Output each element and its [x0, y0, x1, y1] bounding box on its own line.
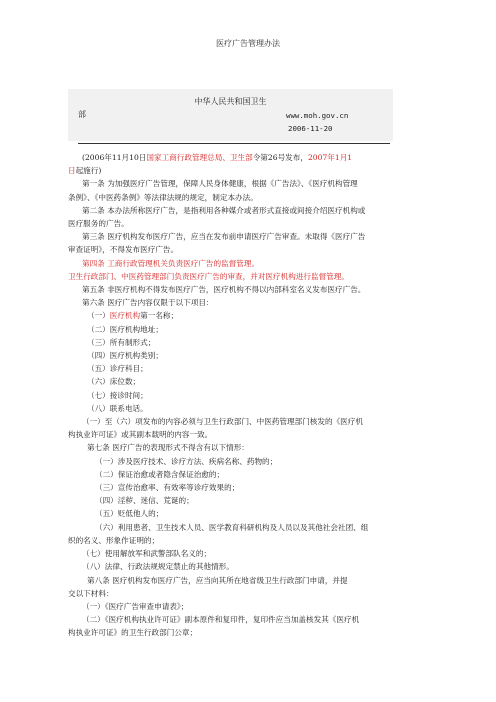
- article-6-item-8: （八）联系电话。: [87, 403, 148, 413]
- article-6-item-3: （三）所有制形式；: [87, 337, 156, 347]
- promulgation-order: 令第26号发布，: [252, 153, 308, 162]
- article-7-item-3: （三）宣传治愈率、有效率等诊疗效果的；: [95, 483, 240, 493]
- article-8-item-2: （二）《医疗机构执业许可证》副本原件和复印件，复印件应当加盖核发其《医疗机: [82, 615, 360, 625]
- link-medical-institution[interactable]: 医疗机构: [109, 311, 141, 321]
- promulgation-line-cont: [68, 164, 438, 177]
- article-6: 第六条 医疗广告内容仅限于以下项目：: [82, 298, 214, 308]
- item-1-text: 第一名称；: [140, 311, 179, 321]
- article-8: 第八条 医疗机构发布医疗广告，应当向其所在地省级卫生行政部门申请，并提: [87, 575, 348, 585]
- promulgation-line: [68, 151, 438, 164]
- article-3-cont: 审查证明》，不得发布医疗广告。: [68, 245, 179, 255]
- article-7-item-4: （四）淫秽、迷信、荒诞的；: [95, 496, 194, 506]
- issue-date: 2006-11-20: [288, 124, 333, 133]
- article-1: 第一条 为加强医疗广告管理，保障人民身体健康，根据《广告法》、《医疗机构管理: [82, 179, 358, 189]
- article-7-item-2: （二）保证治愈或者隐含保证治愈的；: [95, 469, 225, 479]
- article-7: 第七条 医疗广告的表现形式不得含有以下情形：: [87, 443, 249, 453]
- article-2-cont: 医疗服务的广告。: [68, 219, 129, 229]
- article-6-item-1: [68, 309, 438, 322]
- article-7-item-7: （七）使用解放军和武警部队名义的；: [82, 549, 212, 559]
- article-8-item-2-cont: 构执业许可证》的卫生行政部门公章；: [68, 628, 198, 638]
- issuer-name: 中华人民共和国卫生: [194, 97, 267, 106]
- article-6-item-7: （七）接诊时间；: [87, 390, 148, 400]
- article-6-note: （一）至（六）项发布的内容必须与卫生行政部门、中医药管理部门核发的《医疗机: [82, 417, 363, 427]
- article-7-item-5: （五）贬低他人的；: [95, 509, 164, 519]
- article-2: 第二条 本办法所称医疗广告，是指利用各种媒介或者形式直接或间接介绍医疗机构或: [82, 205, 366, 215]
- article-5: 第五条 非医疗机构不得发布医疗广告，医疗机构不得以内部科室名义发布医疗广告。: [82, 285, 366, 295]
- link-article-4-cont[interactable]: 卫生行政部门、中医药管理部门负责医疗广告的审查，并对医疗机构进行监督管理。: [68, 271, 349, 281]
- document-title: 医疗广告管理办法: [216, 39, 280, 48]
- article-7-item-1: （一）涉及医疗技术、诊疗方法、疾病名称、药物的；: [95, 456, 278, 466]
- article-7-item-6: （六）利用患者、卫生技术人员、医学教育科研机构及人员以及其他社会社团、组: [95, 522, 369, 532]
- link-article-4[interactable]: 第四条 工商行政管理机关负责医疗广告的监督管理。: [82, 258, 260, 268]
- article-7-item-8: （八）法律、行政法规规定禁止的其他情形。: [82, 562, 234, 572]
- article-1-cont: 条例》、《中医药条例》等法律法规的规定，制定本办法。: [68, 192, 258, 202]
- effective-note: 起施行): [75, 166, 102, 176]
- article-6-item-5: （五）诊疗科目；: [87, 364, 148, 374]
- link-effective-date-cont[interactable]: 日: [68, 166, 76, 176]
- link-effective-date[interactable]: 2007年1月1: [307, 153, 353, 162]
- article-6-note-cont: 构执业许可证》或其副本载明的内容一致。: [68, 430, 213, 440]
- article-8-cont: 交以下材料：: [68, 588, 114, 598]
- article-3: 第三条 医疗机构发布医疗广告，应当在发布前申请医疗广告审查。未取得《医疗广告: [82, 232, 366, 242]
- article-6-item-4: （四）医疗机构类别；: [87, 351, 163, 361]
- article-6-item-2: （二）医疗机构地址；: [87, 324, 163, 334]
- issuer-dept: 部: [78, 110, 86, 119]
- article-8-item-1: （一）《医疗广告审查申请表》；: [82, 601, 189, 611]
- promulgation-date: (2006年11月10日: [82, 153, 147, 162]
- article-6-item-6: （六）床位数；: [87, 377, 141, 387]
- item-1-num: （一）: [87, 311, 110, 321]
- article-7-item-6-cont: 织的名义、形象作证明的；: [68, 535, 160, 545]
- link-issuing-authority[interactable]: 国家工商行政管理总局、卫生部: [146, 153, 253, 162]
- issuer-url[interactable]: www.moh.gov.cn: [286, 111, 349, 120]
- header-divider: [78, 143, 390, 144]
- document-body: [68, 151, 438, 640]
- issuer-header: [68, 89, 393, 141]
